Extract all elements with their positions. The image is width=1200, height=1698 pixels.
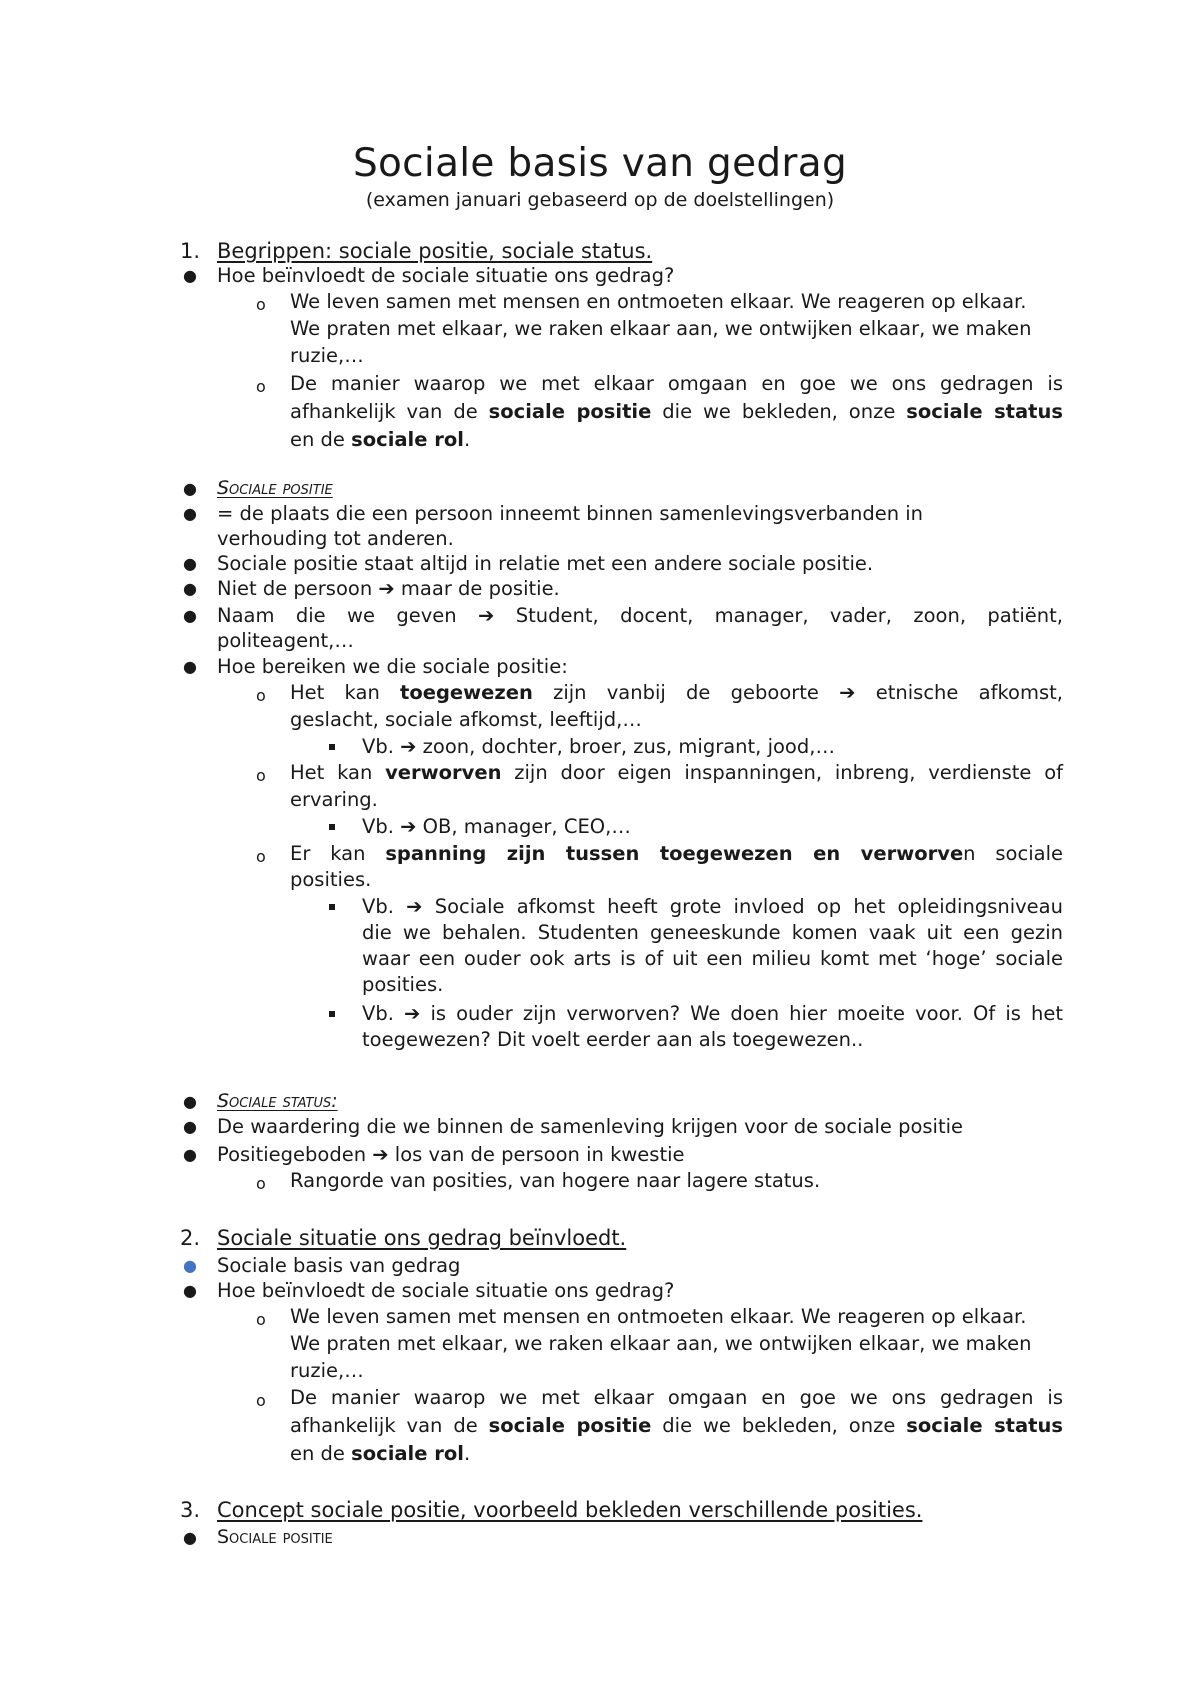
circle-marker: o	[256, 847, 266, 866]
list-item: = de plaats die een persoon inneemt binnen samenlevingsverbanden in	[217, 502, 924, 525]
list-item: Vb. ➔ OB, manager, CEO,…	[362, 815, 631, 838]
bullet-marker: ●	[183, 1092, 197, 1111]
bullet-marker: ●	[183, 479, 197, 498]
list-item: We leven samen met mensen en ontmoeten elkaar. We reageren op elkaar.	[290, 290, 1027, 313]
circle-marker: o	[256, 1310, 266, 1329]
list-item: De manier waarop we met elkaar omgaan en goe we ons gedragen is	[290, 1386, 1063, 1409]
section-number: 3.	[180, 1498, 201, 1522]
list-item-continuation: We praten met elkaar, we raken elkaar aan, we ontwijken elkaar, we maken	[290, 317, 1032, 340]
bullet-marker: ●	[183, 1145, 197, 1164]
subheading-sociale-positie: Sociale positie	[217, 477, 333, 499]
circle-marker: o	[256, 377, 266, 396]
list-item: De manier waarop we met elkaar omgaan en goe we ons gedragen is	[290, 372, 1063, 395]
list-item-continuation: posities.	[362, 973, 444, 996]
list-item-continuation: die we behalen. Studenten geneeskunde komen vaak uit een gezin	[362, 921, 1063, 944]
list-item: Het kan toegewezen zijn vanbij de geboorte ➔ etnische afkomst,	[290, 681, 1063, 704]
section-heading: Sociale situatie ons gedrag beïnvloedt.	[217, 1226, 627, 1250]
bullet-marker: ●	[183, 554, 197, 573]
bullet-marker: ●	[183, 1281, 197, 1300]
list-item-continuation: ruzie,…	[290, 344, 364, 367]
circle-marker: o	[256, 295, 266, 314]
circle-marker: o	[256, 766, 266, 785]
list-item: Naam die we geven ➔ Student, docent, manager, vader, zoon, patiënt,	[217, 604, 1063, 627]
arrow-icon: ➔	[839, 681, 856, 704]
list-item: Sociale positie	[217, 1526, 333, 1548]
bullet-marker: ●	[183, 1256, 197, 1275]
list-item: Vb. ➔ is ouder zijn verworven? We doen hier moeite voor. Of is het	[362, 1002, 1063, 1025]
bullet-marker: ●	[183, 606, 197, 625]
square-marker	[329, 824, 335, 830]
arrow-icon: ➔	[478, 604, 495, 627]
arrow-icon: ➔	[404, 1002, 421, 1025]
list-item-continuation: verhouding tot anderen.	[217, 527, 454, 550]
list-item: Hoe beïnvloedt de sociale situatie ons gedrag?	[217, 1279, 675, 1302]
arrow-icon: ➔	[400, 735, 417, 758]
square-marker	[329, 904, 335, 910]
list-item: Vb. ➔ zoon, dochter, broer, zus, migrant, jood,…	[362, 735, 835, 758]
list-item: Vb. ➔ Sociale afkomst heeft grote invloed op het opleidingsniveau	[362, 895, 1063, 918]
list-item: Niet de persoon ➔ maar de positie.	[217, 577, 560, 600]
circle-marker: o	[256, 686, 266, 705]
list-item-continuation: ervaring.	[290, 788, 378, 811]
arrow-icon: ➔	[372, 1143, 389, 1166]
list-item-continuation: geslacht, sociale afkomst, leeftijd,…	[290, 708, 642, 731]
page-title: Sociale basis van gedrag	[352, 141, 848, 186]
list-item-continuation: en de sociale rol.	[290, 1442, 471, 1465]
list-item-continuation: ruzie,…	[290, 1359, 364, 1382]
page-subtitle: (examen januari gebaseerd op de doelstellingen)	[365, 189, 835, 211]
bullet-marker: ●	[183, 1528, 197, 1547]
subheading-sociale-status: Sociale status:	[217, 1090, 338, 1112]
bullet-marker: ●	[183, 266, 197, 285]
square-marker	[329, 744, 335, 750]
square-marker	[329, 1011, 335, 1017]
circle-marker: o	[256, 1174, 266, 1193]
arrow-icon: ➔	[406, 895, 423, 918]
bullet-marker: ●	[183, 504, 197, 523]
circle-marker: o	[256, 1391, 266, 1410]
list-item-continuation: We praten met elkaar, we raken elkaar aan, we ontwijken elkaar, we maken	[290, 1332, 1032, 1355]
section-number: 1.	[180, 239, 201, 263]
list-item: Rangorde van posities, van hogere naar lagere status.	[290, 1169, 821, 1192]
list-item-continuation: afhankelijk van de sociale positie die we bekleden, onze sociale status	[290, 400, 1063, 423]
list-item: Sociale basis van gedrag	[217, 1254, 461, 1277]
bullet-marker: ●	[183, 1117, 197, 1136]
list-item: Positiegeboden ➔ los van de persoon in kwestie	[217, 1143, 685, 1166]
section-number: 2.	[180, 1226, 201, 1250]
arrow-icon: ➔	[378, 577, 395, 600]
list-item-continuation: politeagent,…	[217, 629, 354, 652]
list-item-continuation: posities.	[290, 868, 372, 891]
list-item-continuation: toegewezen? Dit voelt eerder aan als toegewezen..	[362, 1028, 864, 1051]
arrow-icon: ➔	[400, 815, 417, 838]
list-item: We leven samen met mensen en ontmoeten elkaar. We reageren op elkaar.	[290, 1305, 1027, 1328]
list-item-continuation: waar een ouder ook arts is of uit een milieu komt met ‘hoge’ sociale	[362, 947, 1063, 970]
list-item-continuation: en de sociale rol.	[290, 428, 471, 451]
list-item: Het kan verworven zijn door eigen inspanningen, inbreng, verdienste of	[290, 761, 1063, 784]
bullet-marker: ●	[183, 657, 197, 676]
list-item-continuation: afhankelijk van de sociale positie die we bekleden, onze sociale status	[290, 1414, 1063, 1437]
section-heading: Begrippen: sociale positie, sociale status.	[217, 239, 653, 263]
list-item: Hoe beïnvloedt de sociale situatie ons gedrag?	[217, 264, 675, 287]
list-item: Sociale positie staat altijd in relatie met een andere sociale positie.	[217, 552, 874, 575]
list-item: De waardering die we binnen de samenleving krijgen voor de sociale positie	[217, 1115, 964, 1138]
list-item: Hoe bereiken we die sociale positie:	[217, 655, 568, 678]
section-heading: Concept sociale positie, voorbeeld bekleden verschillende posities.	[217, 1498, 923, 1522]
list-item: Er kan spanning zijn tussen toegewezen en verworven sociale	[290, 842, 1063, 865]
bullet-marker: ●	[183, 579, 197, 598]
